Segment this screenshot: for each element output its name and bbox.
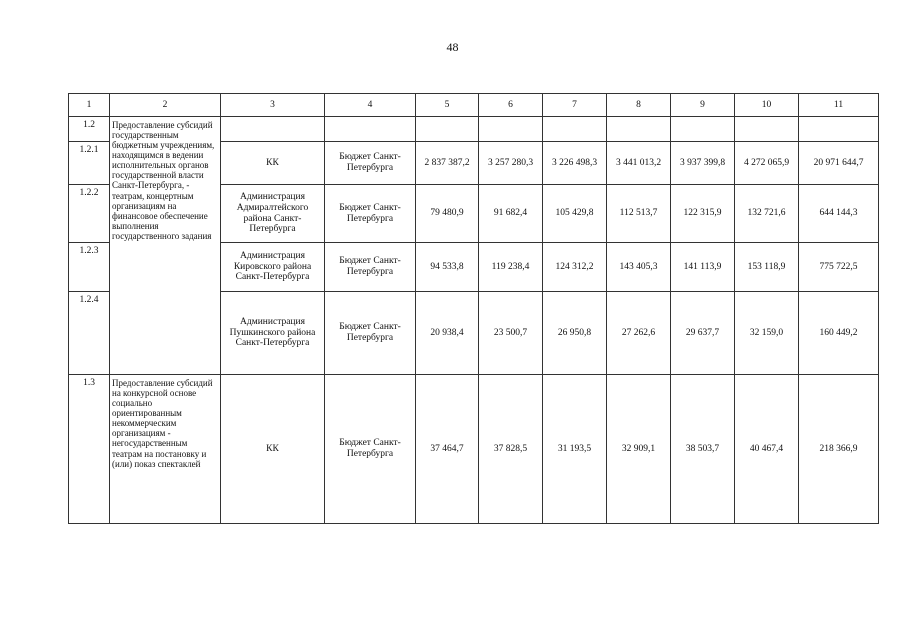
value-cell: 32 159,0 <box>735 292 799 375</box>
row-code: 1.2.4 <box>69 292 110 375</box>
table-row <box>69 117 879 142</box>
value-cell: 112 513,7 <box>607 185 671 243</box>
row-code: 1.2.3 <box>69 243 110 292</box>
header-cell: 8 <box>607 94 671 117</box>
empty-cell <box>543 117 607 142</box>
header-cell: 9 <box>671 94 735 117</box>
value-cell: 31 193,5 <box>543 375 607 524</box>
empty-cell <box>416 117 479 142</box>
header-cell: 11 <box>799 94 879 117</box>
row-description: Предоставление субсидий на конкурсной основе социально ориентированным некоммерческим организациям - негосударственным театрам на постановку и (или) показ спектаклей <box>110 375 221 524</box>
value-cell: 32 909,1 <box>607 375 671 524</box>
value-cell: 141 113,9 <box>671 243 735 292</box>
header-cell: 10 <box>735 94 799 117</box>
header-cell: 6 <box>479 94 543 117</box>
row-description: Предоставление субсидий государственным бюджетным учреждениям, находящимся в ведении исполнительных органов государственной власти Санкт-Петербурга, - театрам, концертным организациям на финансовое обеспечение выполнения государственного задания <box>110 117 221 375</box>
row-executor: КК <box>221 375 325 524</box>
value-cell: 38 503,7 <box>671 375 735 524</box>
value-cell: 2 837 387,2 <box>416 142 479 185</box>
value-cell: 91 682,4 <box>479 185 543 243</box>
value-cell: 3 226 498,3 <box>543 142 607 185</box>
empty-cell <box>221 117 325 142</box>
value-cell: 94 533,8 <box>416 243 479 292</box>
header-cell: 3 <box>221 94 325 117</box>
empty-cell <box>735 117 799 142</box>
empty-cell <box>671 117 735 142</box>
value-cell: 27 262,6 <box>607 292 671 375</box>
value-cell: 153 118,9 <box>735 243 799 292</box>
value-cell: 3 937 399,8 <box>671 142 735 185</box>
row-source: Бюджет Санкт-Петербурга <box>325 375 416 524</box>
header-cell: 4 <box>325 94 416 117</box>
total-cell: 775 722,5 <box>799 243 879 292</box>
value-cell: 37 464,7 <box>416 375 479 524</box>
value-cell: 37 828,5 <box>479 375 543 524</box>
total-cell: 644 144,3 <box>799 185 879 243</box>
budget-table <box>68 93 879 524</box>
total-cell: 218 366,9 <box>799 375 879 524</box>
value-cell: 122 315,9 <box>671 185 735 243</box>
total-cell: 160 449,2 <box>799 292 879 375</box>
value-cell: 26 950,8 <box>543 292 607 375</box>
value-cell: 20 938,4 <box>416 292 479 375</box>
table-row <box>69 375 879 524</box>
value-cell: 40 467,4 <box>735 375 799 524</box>
page-number: 48 <box>446 40 459 54</box>
empty-cell <box>799 117 879 142</box>
header-cell: 2 <box>110 94 221 117</box>
row-code: 1.2.1 <box>69 142 110 185</box>
row-source: Бюджет Санкт-Петербурга <box>325 243 416 292</box>
row-source: Бюджет Санкт-Петербурга <box>325 185 416 243</box>
value-cell: 119 238,4 <box>479 243 543 292</box>
value-cell: 79 480,9 <box>416 185 479 243</box>
row-source: Бюджет Санкт-Петербурга <box>325 292 416 375</box>
header-cell: 5 <box>416 94 479 117</box>
row-code: 1.2 <box>69 117 110 142</box>
row-executor: Администрация Пушкинского района Санкт-Петербурга <box>221 292 325 375</box>
value-cell: 132 721,6 <box>735 185 799 243</box>
header-cell: 1 <box>69 94 110 117</box>
row-source: Бюджет Санкт-Петербурга <box>325 142 416 185</box>
empty-cell <box>607 117 671 142</box>
row-executor: Администрация Кировского района Санкт-Петербурга <box>221 243 325 292</box>
row-code: 1.2.2 <box>69 185 110 243</box>
value-cell: 23 500,7 <box>479 292 543 375</box>
total-cell: 20 971 644,7 <box>799 142 879 185</box>
header-cell: 7 <box>543 94 607 117</box>
value-cell: 124 312,2 <box>543 243 607 292</box>
header-row <box>69 94 879 117</box>
row-code: 1.3 <box>69 375 110 524</box>
empty-cell <box>479 117 543 142</box>
row-executor: КК <box>221 142 325 185</box>
empty-cell <box>325 117 416 142</box>
value-cell: 4 272 065,9 <box>735 142 799 185</box>
value-cell: 105 429,8 <box>543 185 607 243</box>
value-cell: 143 405,3 <box>607 243 671 292</box>
row-executor: Администрация Адмиралтейского района Санкт-Петербурга <box>221 185 325 243</box>
value-cell: 29 637,7 <box>671 292 735 375</box>
value-cell: 3 257 280,3 <box>479 142 543 185</box>
value-cell: 3 441 013,2 <box>607 142 671 185</box>
